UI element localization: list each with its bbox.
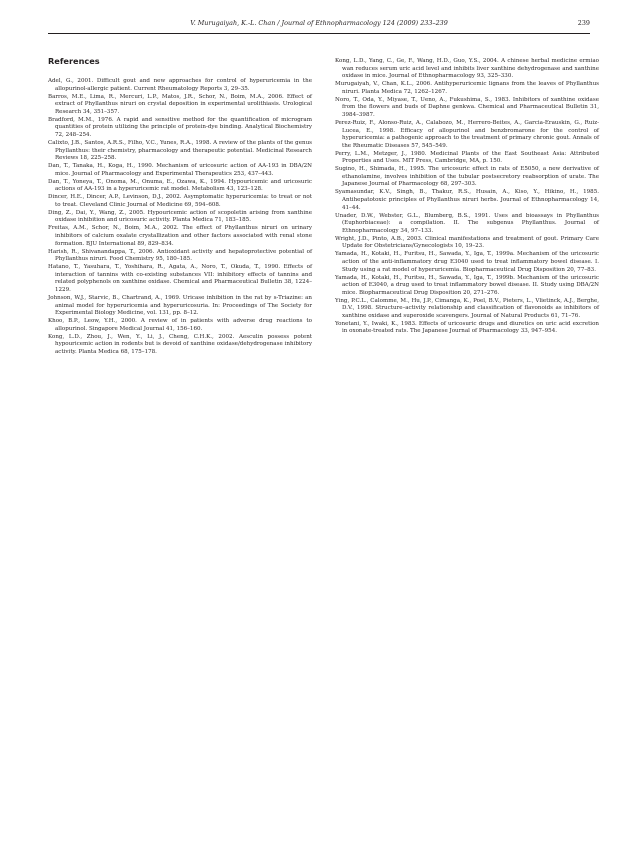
reference-item: Johnson, W.J., Starvic, B., Chartrand, A., 1969. Uricase inhibition in the rat by s-Triazine: an animal model for hyperuricemia and hyperuricosuria. In: Proceedings of The Society for Experimental Biology Medicine, vol. 131, pp. 8–12.	[48, 294, 312, 317]
reference-item: Harish, R., Shivanandappa, T., 2006. Antioxidant activity and hepatoprotective potential of Phyllanthus niruri. Food Chemistry 95, 180–185.	[48, 248, 312, 263]
reference-item: Calixto, J.B., Santos, A.R.S., Filho, V.C., Yunes, R.A., 1998. A review of the plants of the genus Phyllanthus: their chemistry, pharmacology and therapeutic potential. Medicinal Research Reviews 18, 225–258.	[48, 139, 312, 162]
running-head: V. Murugaiyah, K.-L. Chan / Journal of Ethnopharmacology 124 (2009) 233–239	[190, 19, 448, 27]
reference-item: Freitas, A.M., Schor, N., Boim, M.A., 2002. The effect of Phyllanthus niruri on urinary inhibitors of calcium oxalate crystallization and other factors associated with renal stone formation. BJU International 89, 829–834.	[48, 225, 312, 247]
references-left-column	[48, 78, 312, 357]
reference-item: Murugaiyah, V., Chan, K.L., 2006. Antihyperuricemic lignans from the leaves of Phyllanthus niruri. Planta Medica 72, 1262–1267.	[335, 81, 599, 95]
reference-item: Bradford, M.M., 1976. A rapid and sensitive method for the quantification of microgram quantities of protein utilizing the principle of protein-dye binding. Analytical Biochemistry 72, 248–254.	[48, 116, 312, 138]
reference-item: Noro, T., Oda, Y., Miyase, T., Ueno, A., Fukushima, S., 1983. Inhibitors of xanthine oxidase from the flowers and buds of Daphne genkwa. Chemical and Pharmaceutical Bulletin 31, 3984–3987.	[335, 96, 599, 118]
reference-item: Sugino, H., Shimada, H., 1995. The uricosuric effect in rats of E5050, a new derivative of ethanolamine, involves inhibition of the tubular postsecretory reabsorption of urate. The Japanese Journal of Pharmacology 68, 297–303.	[335, 166, 599, 188]
reference-item: Hatano, T., Yasuhara, T., Yoshihara, R., Agata, A., Noro, T., Okuda, T., 1990. Effects of interaction of tannins with co-existing substances VII: inhibitory effects of tannins and related polyphenols on xanthine oxidase. Chemical and Pharmaceutical Bulletin 38, 1224–1229.	[48, 264, 312, 293]
reference-item: Wright, J.D., Pinto, A.B., 2003. Clinical manifestations and treatment of gout. Primary Care Update for Obstetricians/Gynecologists 10, 19–23.	[335, 235, 599, 250]
reference-item: Yamada, H., Kotaki, H., Furitsu, H., Sawada, Y., Iga, T., 1999a. Mechanism of the uricosuric action of the anti-inflammatory drug E3040 used to treat inflammatory bowel disease. I. Study using a rat model of hyperuricemia. Biopharmaceutical Drug Disposition 20, 77–83.	[335, 251, 599, 273]
reference-item: Syamasundar, K.V., Singh, B., Thakur, R.S., Husain, A., Kiso, Y., Hikino, H., 1985. Antihepatotoxic principles of Phyllanthus niruri herbs. Journal of Ethnopharmacology 14, 41–44.	[335, 189, 599, 211]
reference-item: Yonetani, Y., Iwaki, K., 1983. Effects of uricosuric drugs and diuretics on uric acid excretion in oxonate-treated rats. The Japanese Journal of Pharmacology 33, 947–954.	[335, 320, 599, 335]
reference-item: Yamada, H., Kotaki, H., Furitsu, H., Sawada, Y., Iga, T., 1999b. Mechanism of the uricosuric action of E3040, a drug used to treat inflammatory bowel disease. II. Study using DBA/2N mice. Biopharmaceutical Drug Disposition 20, 271–276.	[335, 274, 599, 296]
reference-item: Kong, L.D., Yang, C., Ge, F., Wang, H.D., Guo, Y.S., 2004. A chinese herbal medicine ermiao wan reduces serum uric acid level and inhibits liver xanthine dehydrogenase and xanthine oxidase in mice. Journal of Ethnopharmacology 93, 325–330.	[335, 58, 599, 80]
page-number: 239	[577, 19, 590, 27]
header-rule	[48, 33, 590, 34]
reference-item: Adel, G., 2001. Difficult gout and new approaches for control of hyperuricemia in the allopurinol-allergic patient. Current Rheumatology Reports 3, 29–35.	[48, 78, 312, 92]
reference-item: Perez-Ruiz, F., Alonso-Ruiz, A., Calabozo, M., Herrero-Beites, A., Garcia-Erauskin, G., Ruiz-Lucea, E., 1998. Efficacy of allopurinol and benzbromarone for the control of hyperuricemia: a pathogenic approach to the treatment of primary chronic gout. Annals of the Rheumatic Diseases 57, 545–549.	[335, 119, 599, 149]
references-heading: References	[48, 56, 100, 66]
reference-item: Unader, D.W., Webster, G.L., Blumberg, B.S., 1991. Uses and bioassays in Phyllanthus (Euphorbiaceae): a compilation. II. The subgenus Phyllanthus. Journal of Ethnopharmacology 34, 97–133.	[335, 212, 599, 234]
reference-item: Barros, M.E., Lima, R., Mercuri, L.P., Matos, J.R., Schor, N., Boim, M.A., 2006. Effect of extract of Phyllanthus niruri on crystal deposition in experimental urolithiasis. Urological Research 34, 351–357.	[48, 93, 312, 115]
reference-item: Perry, L.M., Metzger, J., 1980. Medicinal Plants of the East Southeast Asia: Attributed Properties and Uses. MIT Press, Cambridge, MA, p. 150.	[335, 150, 599, 165]
reference-item: Khoo, B.P., Leow, Y.H., 2000. A review of in patients with adverse drug reactions to allopurinol. Singapore Medical Journal 41, 156–160.	[48, 318, 312, 332]
references-right-column	[335, 58, 599, 336]
reference-item: Dan, T., Tanaka, H., Koga, H., 1990. Mechanism of uricosuric action of AA-193 in DBA/2N mice. Journal of Pharmacology and Experimental Therapeutics 253, 437–443.	[48, 163, 312, 177]
reference-item: Dincer, H.E., Dincer, A.P., Levinson, D.J., 2002. Asymptomatic hyperuricemia: to treat or not to treat. Cleveland Clinic Journal of Medicine 69, 594–608.	[48, 194, 312, 208]
reference-item: Dan, T., Yoneya, T., Onoma, M., Onuma, E., Ozawa, K., 1994. Hypouricemic and uricosuric actions of AA-193 in a hyperuricemic rat model. Metabolism 43, 123–128.	[48, 178, 312, 193]
reference-item: Ying, P.C.L., Calomme, M., Hu, J.P., Cimanga, K., Poel, B.V., Pieters, L., Vlietinck, A.J., Berghe, D.V., 1998. Structure–activity relationship and classification of flavonoids as inhibitors of xanthine oxidase and superoxide scavengers. Journal of Natural Products 61, 71–76.	[335, 297, 599, 319]
reference-item: Kong, L.D., Zhou, J., Wen, Y., Li, J., Cheng, C.H.K., 2002. Aesculin possess potent hypouricemic action in rodents but is devoid of xanthine oxidase/dehydrogenase inhibitory activity. Planta Medica 68, 175–178.	[48, 333, 312, 355]
running-header	[48, 19, 590, 31]
reference-item: Ding, Z., Dai, Y., Wang, Z., 2005. Hypouricemic action of scopoletin arising from xanthine oxidase inhibition and uricosuric activity. Planta Medica 71, 183–185.	[48, 209, 312, 224]
